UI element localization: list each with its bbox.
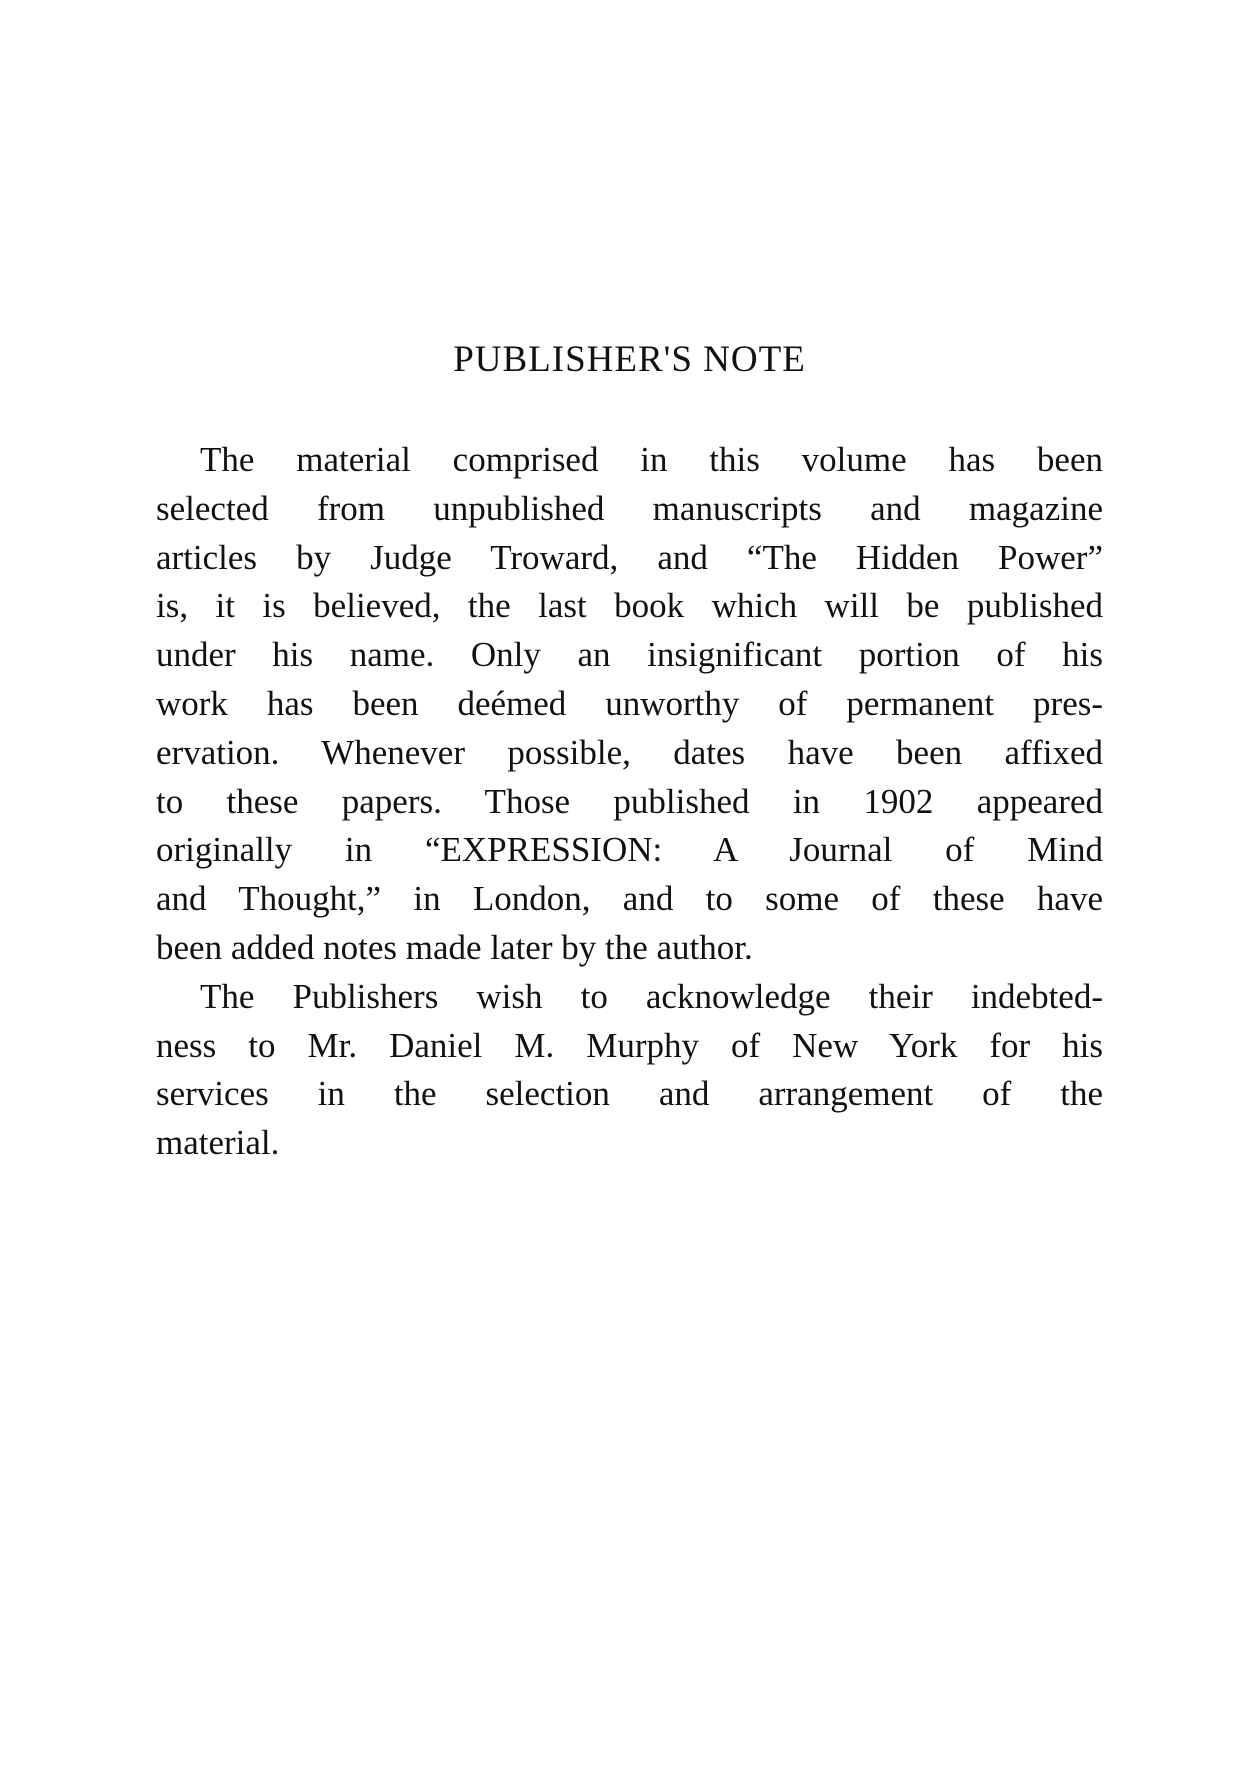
text-line: articles by Judge Troward, and “The Hidden Power” (156, 537, 1103, 577)
text-line: and Thought,” in London, and to some of these have (156, 879, 1103, 919)
text-line: services in the selection and arrangement of the (156, 1074, 1103, 1114)
text-line: originally in “EXPRESSION: A Journal of Mind (156, 830, 1103, 870)
text-line: selected from unpublished manuscripts and magazine (156, 488, 1103, 528)
note-body (156, 436, 1103, 1168)
text-line: been added notes made later by the author. (156, 927, 753, 967)
text-line: is, it is believed, the last book which will be published (156, 586, 1103, 626)
text-line: The Publishers wish to acknowledge their indebted- (200, 976, 1103, 1016)
text-line: to these papers. Those published in 1902 appeared (156, 781, 1103, 821)
paragraph-2 (156, 973, 1103, 1168)
text-line: The material comprised in this volume has been (200, 440, 1103, 479)
text-line: ervation. Whenever possible, dates have been affixed (156, 732, 1103, 772)
text-line: material. (156, 1123, 280, 1163)
text-line: work has been deémed unworthy of permanent pres- (156, 683, 1103, 723)
text-line: ness to Mr. Daniel M. Murphy of New York for his (156, 1025, 1103, 1065)
paragraph-1 (156, 436, 1103, 973)
page-title: PUBLISHER'S NOTE (453, 339, 806, 380)
text-line: under his name. Only an insignificant portion of his (156, 635, 1103, 675)
